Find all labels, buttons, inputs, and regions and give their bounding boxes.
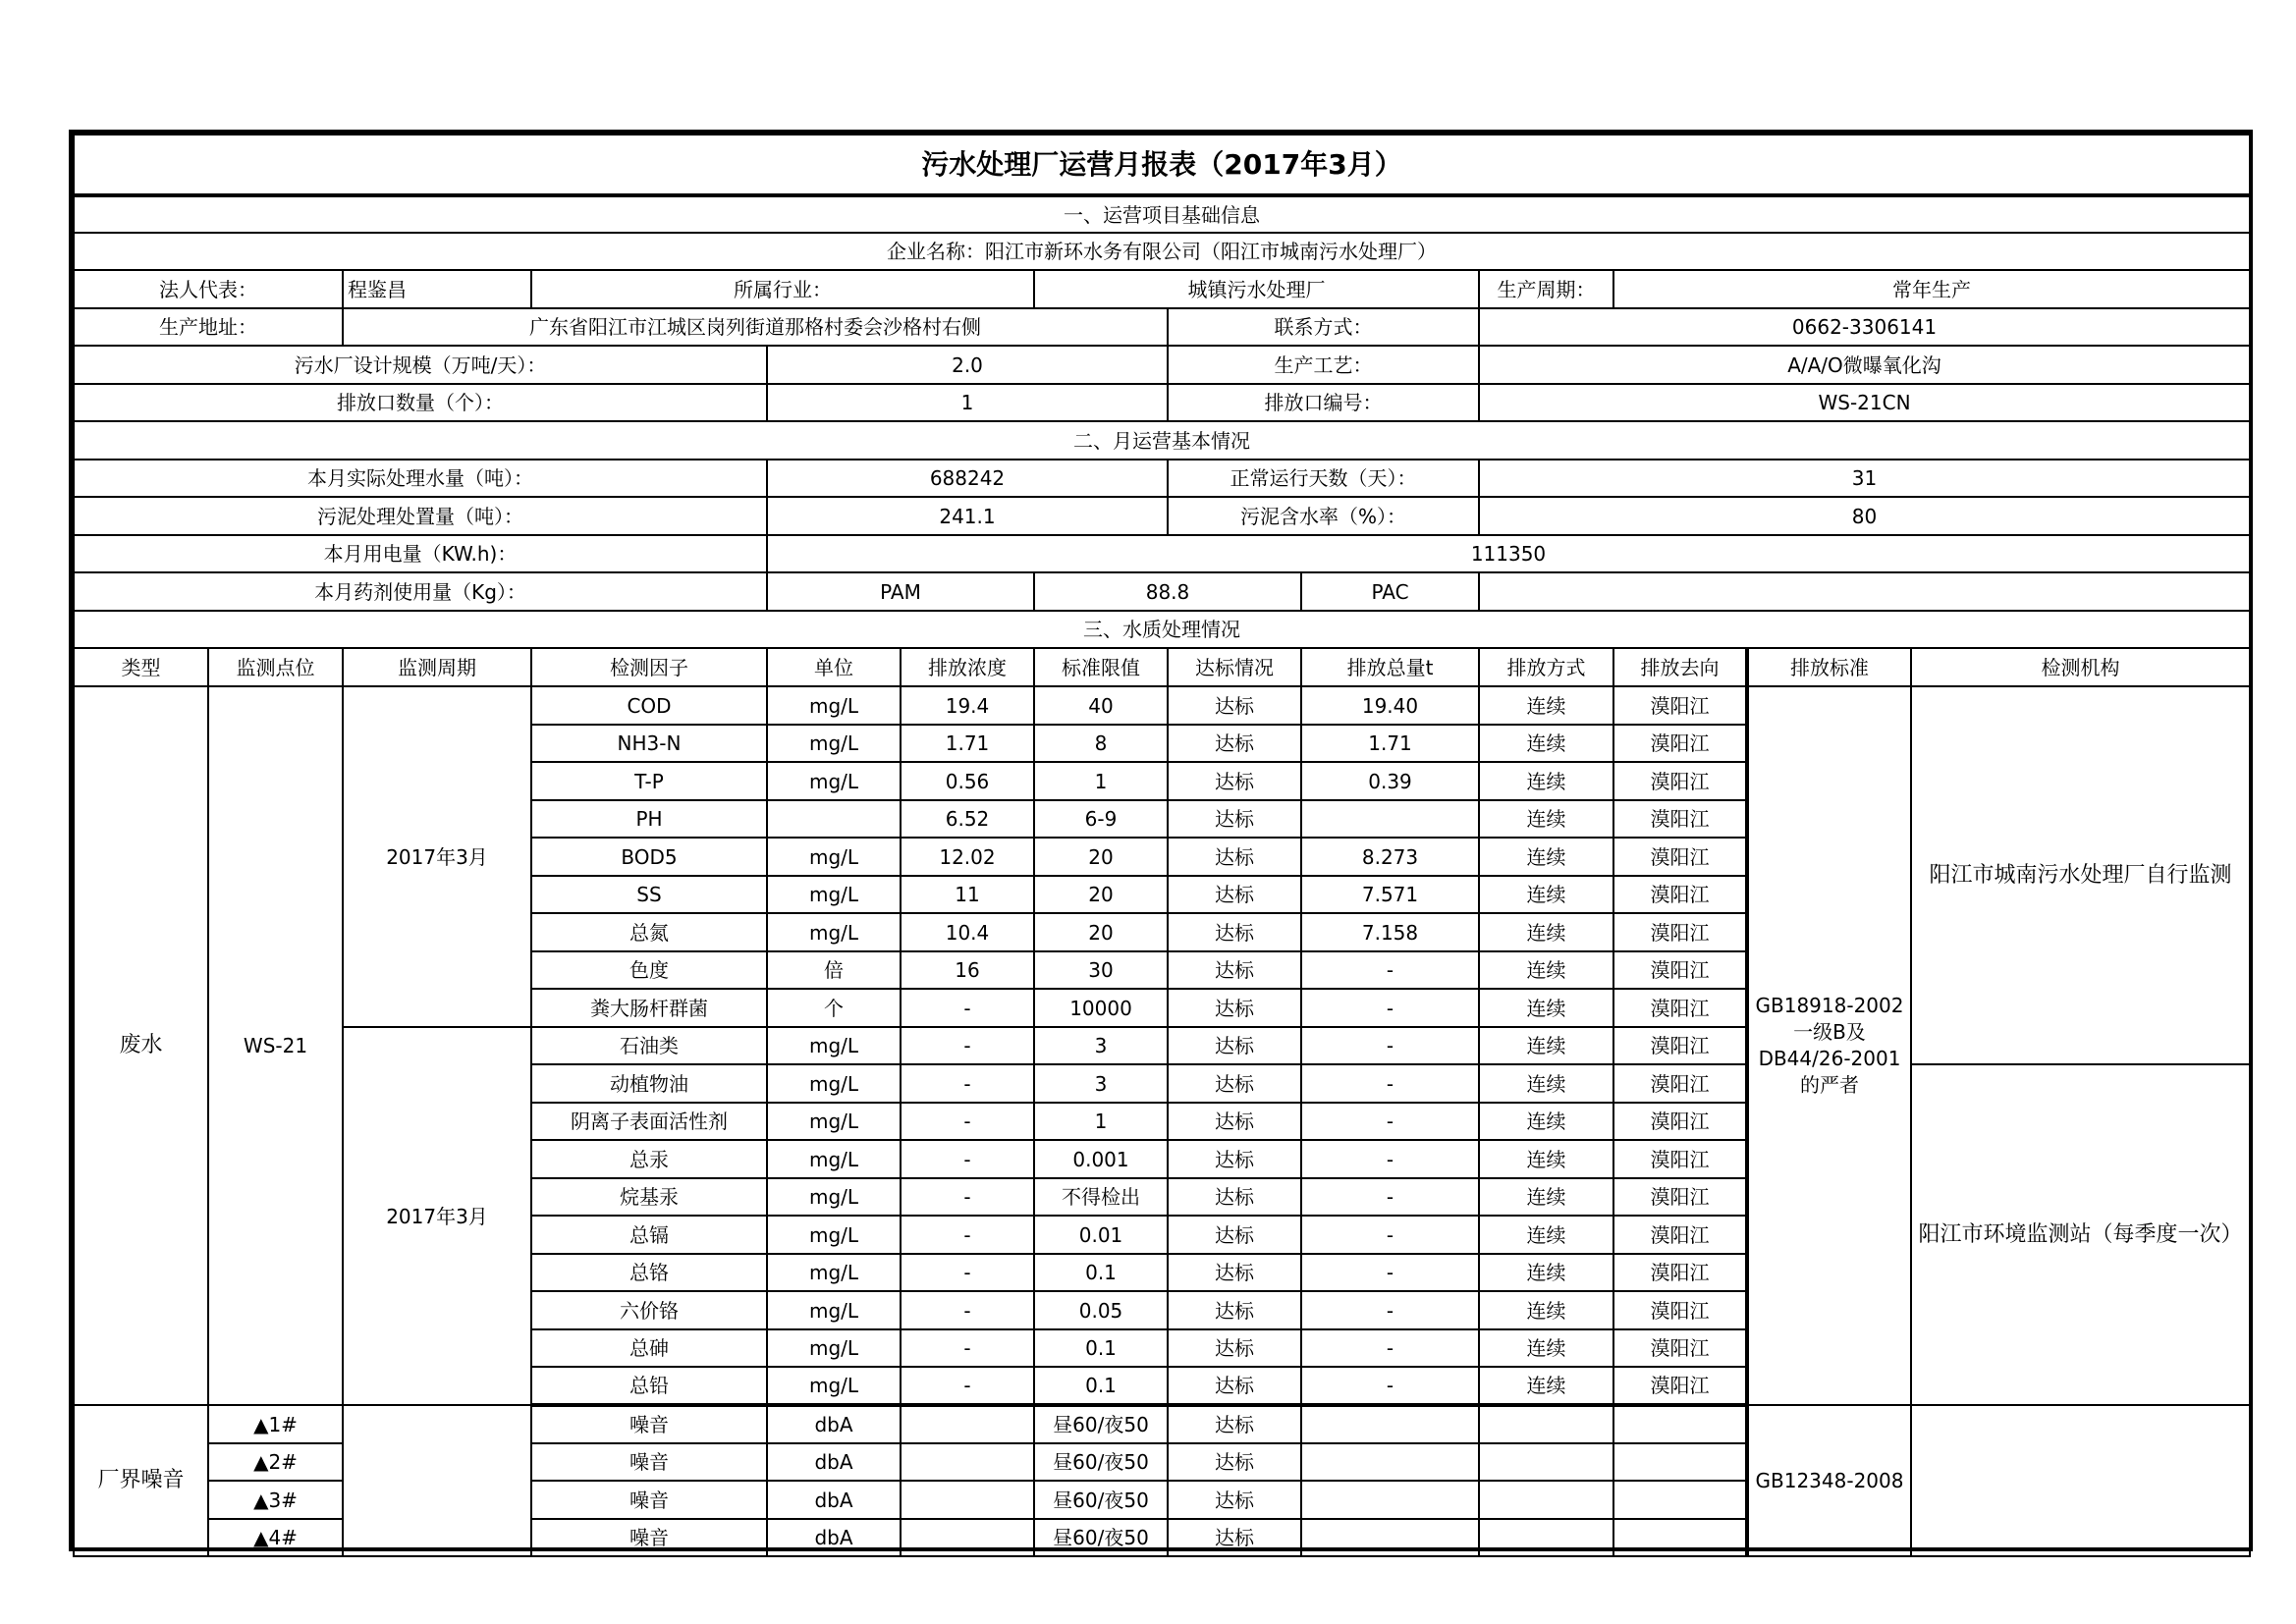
report-title: 污水处理厂运营月报表（2017年3月）	[74, 135, 2250, 195]
unit-cell	[767, 800, 901, 838]
noise-agency	[1911, 1405, 2250, 1556]
mode-cell: 连续	[1479, 762, 1613, 800]
noise-point: ▲4#	[208, 1519, 343, 1556]
total-cell: -	[1301, 1254, 1479, 1291]
concentration-cell: -	[901, 1367, 1034, 1405]
pam-label: PAM	[767, 572, 1034, 611]
concentration-cell: 16	[901, 951, 1034, 989]
limit-cell: 昼60/夜50	[1034, 1481, 1168, 1519]
days-label: 正常运行天数（天）：	[1168, 460, 1479, 497]
address-label: 生产地址：	[74, 308, 343, 346]
noise-point: ▲1#	[208, 1405, 343, 1443]
total-cell	[1301, 1443, 1479, 1481]
concentration-cell: 6.52	[901, 800, 1034, 838]
noise-period	[343, 1405, 531, 1556]
destination-cell: 漠阳江	[1613, 1103, 1747, 1140]
total-cell: -	[1301, 1216, 1479, 1254]
status-cell: 达标	[1168, 1064, 1301, 1103]
total-cell: 7.158	[1301, 913, 1479, 951]
mode-cell	[1479, 1405, 1613, 1443]
concentration-cell: 12.02	[901, 838, 1034, 876]
limit-cell: 40	[1034, 686, 1168, 725]
limit-cell: 0.1	[1034, 1367, 1168, 1405]
total-cell: -	[1301, 1103, 1479, 1140]
mode-cell: 连续	[1479, 989, 1613, 1027]
total-cell	[1301, 1481, 1479, 1519]
unit-cell: dbA	[767, 1519, 901, 1556]
limit-cell: 0.05	[1034, 1291, 1168, 1329]
destination-cell: 漠阳江	[1613, 1329, 1747, 1367]
unit-cell: 倍	[767, 951, 901, 989]
mode-cell: 连续	[1479, 1140, 1613, 1178]
industry-label: 所属行业：	[531, 270, 1034, 308]
mode-cell: 连续	[1479, 686, 1613, 725]
status-cell: 达标	[1168, 913, 1301, 951]
destination-cell: 漠阳江	[1613, 725, 1747, 762]
cycle-value: 常年生产	[1613, 270, 2250, 308]
unit-cell: mg/L	[767, 1291, 901, 1329]
mode-cell: 连续	[1479, 1291, 1613, 1329]
unit-cell: mg/L	[767, 1064, 901, 1103]
status-cell: 达标	[1168, 1329, 1301, 1367]
contact-label: 联系方式：	[1168, 308, 1479, 346]
section-monthly-ops: 二、月运营基本情况	[74, 421, 2250, 460]
column-header: 排放标准	[1747, 648, 1911, 686]
destination-cell: 漠阳江	[1613, 876, 1747, 913]
unit-cell: mg/L	[767, 838, 901, 876]
concentration-cell: 19.4	[901, 686, 1034, 725]
concentration-cell: 1.71	[901, 725, 1034, 762]
mode-cell: 连续	[1479, 913, 1613, 951]
limit-cell: 3	[1034, 1064, 1168, 1103]
table-row	[74, 686, 2250, 725]
company-name: 企业名称：阳江市新环水务有限公司（阳江市城南污水处理厂）	[74, 233, 2250, 270]
factor-cell: 噪音	[531, 1519, 767, 1556]
concentration-cell: 0.56	[901, 762, 1034, 800]
factor-cell: 阴离子表面活性剂	[531, 1103, 767, 1140]
status-cell: 达标	[1168, 989, 1301, 1027]
column-header: 排放去向	[1613, 648, 1747, 686]
table-row	[74, 1405, 2250, 1443]
factor-cell: NH3-N	[531, 725, 767, 762]
total-cell: -	[1301, 989, 1479, 1027]
status-cell: 达标	[1168, 838, 1301, 876]
monitoring-period: 2017年3月	[343, 686, 531, 1027]
unit-cell: 个	[767, 989, 901, 1027]
destination-cell: 漠阳江	[1613, 989, 1747, 1027]
limit-cell: 20	[1034, 876, 1168, 913]
factor-cell: 粪大肠杆群菌	[531, 989, 767, 1027]
column-header: 排放浓度	[901, 648, 1034, 686]
unit-cell: mg/L	[767, 762, 901, 800]
unit-cell: mg/L	[767, 1027, 901, 1064]
column-header: 监测点位	[208, 648, 343, 686]
column-header: 排放总量t	[1301, 648, 1479, 686]
limit-cell: 不得检出	[1034, 1178, 1168, 1216]
concentration-cell: -	[901, 1291, 1034, 1329]
pac-value	[1479, 572, 2250, 611]
concentration-cell: -	[901, 1329, 1034, 1367]
status-cell: 达标	[1168, 1443, 1301, 1481]
noise-point: ▲3#	[208, 1481, 343, 1519]
mode-cell: 连续	[1479, 876, 1613, 913]
legal-rep-value: 程鉴昌	[343, 270, 531, 308]
concentration-cell	[901, 1481, 1034, 1519]
unit-cell: mg/L	[767, 1216, 901, 1254]
limit-cell: 8	[1034, 725, 1168, 762]
monitoring-period: 2017年3月	[343, 1027, 531, 1405]
total-cell: 8.273	[1301, 838, 1479, 876]
total-cell	[1301, 1519, 1479, 1556]
water-label: 本月实际处理水量（吨）：	[74, 460, 767, 497]
column-header: 检测因子	[531, 648, 767, 686]
factor-cell: 石油类	[531, 1027, 767, 1064]
destination-cell: 漠阳江	[1613, 1291, 1747, 1329]
factor-cell: 总氮	[531, 913, 767, 951]
chem-label: 本月药剂使用量（Kg）：	[74, 572, 767, 611]
concentration-cell	[901, 1443, 1034, 1481]
agency-self-monitoring: 阳江市城南污水处理厂自行监测	[1911, 686, 2250, 1064]
status-cell: 达标	[1168, 1103, 1301, 1140]
wastewater-point: WS-21	[208, 686, 343, 1405]
factor-cell: 总铬	[531, 1254, 767, 1291]
power-value: 111350	[767, 535, 2250, 572]
total-cell: -	[1301, 1027, 1479, 1064]
destination-cell: 漠阳江	[1613, 951, 1747, 989]
destination-cell: 漠阳江	[1613, 686, 1747, 725]
total-cell	[1301, 800, 1479, 838]
unit-cell: dbA	[767, 1443, 901, 1481]
total-cell: 19.40	[1301, 686, 1479, 725]
destination-cell: 漠阳江	[1613, 1367, 1747, 1405]
factor-cell: 总镉	[531, 1216, 767, 1254]
destination-cell: 漠阳江	[1613, 1064, 1747, 1103]
status-cell: 达标	[1168, 1140, 1301, 1178]
sludge-label: 污泥处理处置量（吨）：	[74, 497, 767, 535]
unit-cell: mg/L	[767, 1103, 901, 1140]
column-header: 排放方式	[1479, 648, 1613, 686]
column-header-row	[74, 648, 2250, 686]
unit-cell: dbA	[767, 1405, 901, 1443]
limit-cell: 0.1	[1034, 1329, 1168, 1367]
factor-cell: 动植物油	[531, 1064, 767, 1103]
mode-cell: 连续	[1479, 1367, 1613, 1405]
factor-cell: 烷基汞	[531, 1178, 767, 1216]
destination-cell	[1613, 1405, 1747, 1443]
mode-cell	[1479, 1443, 1613, 1481]
factor-cell: 噪音	[531, 1443, 767, 1481]
legal-rep-label: 法人代表：	[74, 270, 343, 308]
days-value: 31	[1479, 460, 2250, 497]
agency-environment-station: 阳江市环境监测站（每季度一次）	[1911, 1064, 2250, 1405]
outlet-count-label: 排放口数量（个）：	[74, 384, 767, 421]
status-cell: 达标	[1168, 1367, 1301, 1405]
concentration-cell: -	[901, 1064, 1034, 1103]
mode-cell: 连续	[1479, 1027, 1613, 1064]
mode-cell	[1479, 1481, 1613, 1519]
industry-value: 城镇污水处理厂	[1034, 270, 1479, 308]
mode-cell: 连续	[1479, 1216, 1613, 1254]
factor-cell: T-P	[531, 762, 767, 800]
limit-cell: 1	[1034, 1103, 1168, 1140]
status-cell: 达标	[1168, 686, 1301, 725]
mode-cell: 连续	[1479, 951, 1613, 989]
destination-cell: 漠阳江	[1613, 1216, 1747, 1254]
total-cell: -	[1301, 951, 1479, 989]
status-cell: 达标	[1168, 1405, 1301, 1443]
column-header: 达标情况	[1168, 648, 1301, 686]
total-cell: 1.71	[1301, 725, 1479, 762]
noise-standard: GB12348-2008	[1747, 1405, 1911, 1556]
section-basic-info: 一、运营项目基础信息	[74, 195, 2250, 233]
factor-cell: 总铅	[531, 1367, 767, 1405]
mode-cell	[1479, 1519, 1613, 1556]
moisture-value: 80	[1479, 497, 2250, 535]
destination-cell: 漠阳江	[1613, 800, 1747, 838]
mode-cell: 连续	[1479, 1103, 1613, 1140]
factor-cell: 色度	[531, 951, 767, 989]
status-cell: 达标	[1168, 725, 1301, 762]
concentration-cell: 10.4	[901, 913, 1034, 951]
column-header: 监测周期	[343, 648, 531, 686]
destination-cell	[1613, 1481, 1747, 1519]
concentration-cell	[901, 1405, 1034, 1443]
unit-cell: mg/L	[767, 1178, 901, 1216]
wastewater-type: 废水	[74, 686, 208, 1405]
status-cell: 达标	[1168, 800, 1301, 838]
destination-cell: 漠阳江	[1613, 838, 1747, 876]
limit-cell: 0.01	[1034, 1216, 1168, 1254]
column-header: 检测机构	[1911, 648, 2250, 686]
cycle-label: 生产周期：	[1479, 270, 1613, 308]
noise-type: 厂界噪音	[74, 1405, 208, 1556]
unit-cell: mg/L	[767, 913, 901, 951]
total-cell: -	[1301, 1178, 1479, 1216]
status-cell: 达标	[1168, 876, 1301, 913]
total-cell: -	[1301, 1291, 1479, 1329]
limit-cell: 昼60/夜50	[1034, 1405, 1168, 1443]
unit-cell: dbA	[767, 1481, 901, 1519]
outlet-id-value: WS-21CN	[1479, 384, 2250, 421]
limit-cell: 昼60/夜50	[1034, 1443, 1168, 1481]
limit-cell: 0.001	[1034, 1140, 1168, 1178]
total-cell: -	[1301, 1064, 1479, 1103]
limit-cell: 30	[1034, 951, 1168, 989]
total-cell: 0.39	[1301, 762, 1479, 800]
column-header: 单位	[767, 648, 901, 686]
factor-cell: PH	[531, 800, 767, 838]
limit-cell: 20	[1034, 913, 1168, 951]
mode-cell: 连续	[1479, 1329, 1613, 1367]
concentration-cell: -	[901, 1027, 1034, 1064]
concentration-cell: -	[901, 1254, 1034, 1291]
factor-cell: 六价铬	[531, 1291, 767, 1329]
concentration-cell: -	[901, 1216, 1034, 1254]
address-value: 广东省阳江市江城区岗列街道那格村委会沙格村右侧	[343, 308, 1168, 346]
limit-cell: 6-9	[1034, 800, 1168, 838]
status-cell: 达标	[1168, 1254, 1301, 1291]
mode-cell: 连续	[1479, 1064, 1613, 1103]
power-label: 本月用电量（KW.h)：	[74, 535, 767, 572]
limit-cell: 1	[1034, 762, 1168, 800]
mode-cell: 连续	[1479, 800, 1613, 838]
limit-cell: 10000	[1034, 989, 1168, 1027]
status-cell: 达标	[1168, 1291, 1301, 1329]
outlet-id-label: 排放口编号：	[1168, 384, 1479, 421]
pac-label: PAC	[1301, 572, 1479, 611]
destination-cell: 漠阳江	[1613, 1254, 1747, 1291]
destination-cell: 漠阳江	[1613, 913, 1747, 951]
total-cell	[1301, 1405, 1479, 1443]
destination-cell: 漠阳江	[1613, 1178, 1747, 1216]
mode-cell: 连续	[1479, 725, 1613, 762]
section-water-quality: 三、水质处理情况	[74, 611, 2250, 648]
contact-value: 0662-3306141	[1479, 308, 2250, 346]
factor-cell: 噪音	[531, 1481, 767, 1519]
total-cell: 7.571	[1301, 876, 1479, 913]
unit-cell: mg/L	[767, 876, 901, 913]
mode-cell: 连续	[1479, 1254, 1613, 1291]
report-sheet	[69, 130, 2253, 1551]
unit-cell: mg/L	[767, 1329, 901, 1367]
destination-cell: 漠阳江	[1613, 762, 1747, 800]
factor-cell: 噪音	[531, 1405, 767, 1443]
concentration-cell: 11	[901, 876, 1034, 913]
factor-cell: 总汞	[531, 1140, 767, 1178]
concentration-cell: -	[901, 1178, 1034, 1216]
destination-cell: 漠阳江	[1613, 1027, 1747, 1064]
factor-cell: SS	[531, 876, 767, 913]
total-cell: -	[1301, 1367, 1479, 1405]
unit-cell: mg/L	[767, 1367, 901, 1405]
column-header: 类型	[74, 648, 208, 686]
noise-point: ▲2#	[208, 1443, 343, 1481]
factor-cell: 总砷	[531, 1329, 767, 1367]
outlet-count-value: 1	[767, 384, 1168, 421]
status-cell: 达标	[1168, 1481, 1301, 1519]
concentration-cell: -	[901, 1140, 1034, 1178]
status-cell: 达标	[1168, 762, 1301, 800]
scale-label: 污水厂设计规模（万吨/天）：	[74, 346, 767, 384]
unit-cell: mg/L	[767, 1140, 901, 1178]
mode-cell: 连续	[1479, 838, 1613, 876]
total-cell: -	[1301, 1329, 1479, 1367]
monthly-report-table	[73, 134, 2251, 1557]
total-cell: -	[1301, 1140, 1479, 1178]
limit-cell: 20	[1034, 838, 1168, 876]
limit-cell: 3	[1034, 1027, 1168, 1064]
status-cell: 达标	[1168, 1027, 1301, 1064]
wastewater-standard: GB18918-2002一级B及DB44/26-2001的严者	[1747, 686, 1911, 1405]
unit-cell: mg/L	[767, 1254, 901, 1291]
factor-cell: COD	[531, 686, 767, 725]
concentration-cell	[901, 1519, 1034, 1556]
limit-cell: 昼60/夜50	[1034, 1519, 1168, 1556]
destination-cell: 漠阳江	[1613, 1140, 1747, 1178]
concentration-cell: -	[901, 989, 1034, 1027]
concentration-cell: -	[901, 1103, 1034, 1140]
factor-cell: BOD5	[531, 838, 767, 876]
unit-cell: mg/L	[767, 686, 901, 725]
column-header: 标准限值	[1034, 648, 1168, 686]
destination-cell	[1613, 1443, 1747, 1481]
status-cell: 达标	[1168, 1178, 1301, 1216]
status-cell: 达标	[1168, 1216, 1301, 1254]
mode-cell: 连续	[1479, 1178, 1613, 1216]
status-cell: 达标	[1168, 951, 1301, 989]
status-cell: 达标	[1168, 1519, 1301, 1556]
pam-value: 88.8	[1034, 572, 1301, 611]
limit-cell: 0.1	[1034, 1254, 1168, 1291]
sludge-value: 241.1	[767, 497, 1168, 535]
process-value: A/A/O微曝氧化沟	[1479, 346, 2250, 384]
water-value: 688242	[767, 460, 1168, 497]
destination-cell	[1613, 1519, 1747, 1556]
unit-cell: mg/L	[767, 725, 901, 762]
moisture-label: 污泥含水率（%）：	[1168, 497, 1479, 535]
process-label: 生产工艺：	[1168, 346, 1479, 384]
scale-value: 2.0	[767, 346, 1168, 384]
